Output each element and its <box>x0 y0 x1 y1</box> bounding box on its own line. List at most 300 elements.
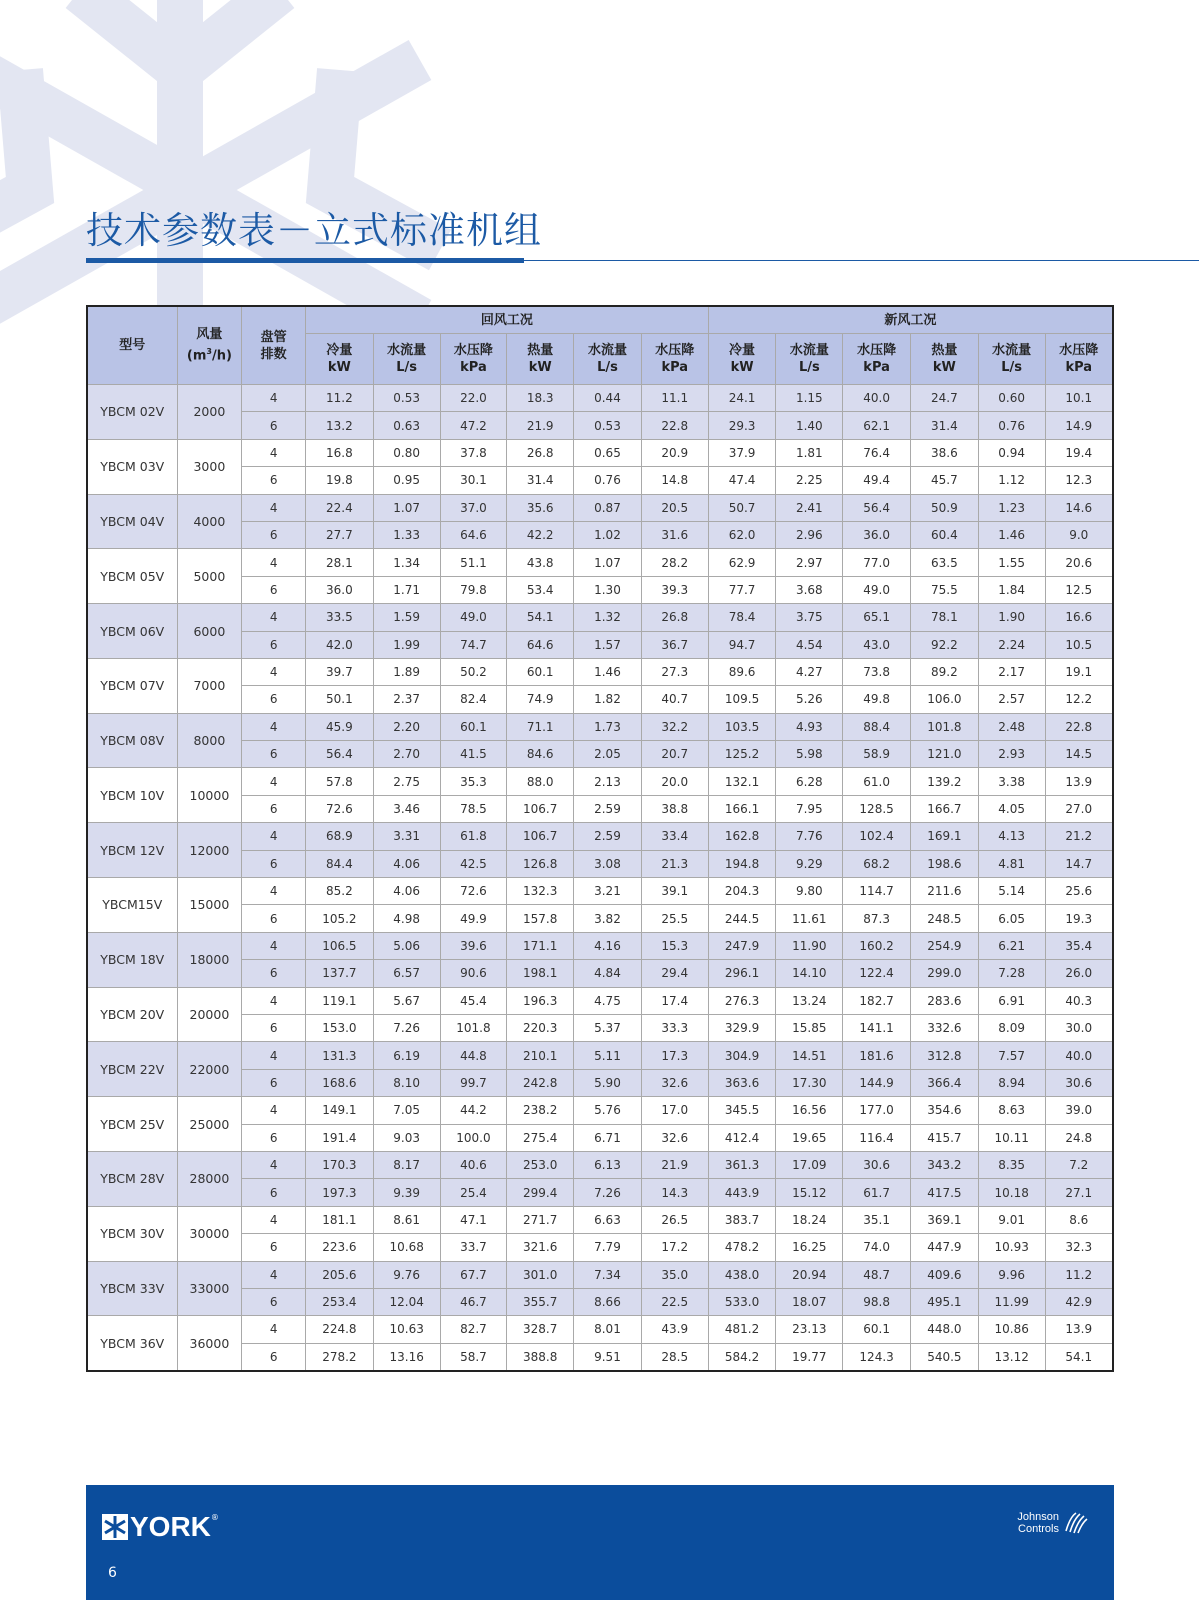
value-cell: 46.7 <box>440 1288 507 1315</box>
value-cell: 157.8 <box>507 905 574 932</box>
value-cell: 4.06 <box>373 850 440 877</box>
value-cell: 17.3 <box>641 1042 708 1069</box>
value-cell: 312.8 <box>911 1042 979 1069</box>
value-cell: 121.0 <box>911 741 979 768</box>
value-cell: 38.6 <box>911 439 979 466</box>
value-cell: 39.1 <box>641 878 708 905</box>
value-cell: 4.98 <box>373 905 440 932</box>
value-cell: 153.0 <box>306 1014 374 1041</box>
value-cell: 68.9 <box>306 823 374 850</box>
coil-rows-cell: 6 <box>242 686 306 713</box>
table-row <box>87 494 1113 521</box>
value-cell: 50.9 <box>911 494 979 521</box>
value-cell: 61.8 <box>440 823 507 850</box>
value-cell: 45.7 <box>911 467 979 494</box>
value-cell: 36.0 <box>306 576 374 603</box>
value-cell: 51.1 <box>440 549 507 576</box>
table-row <box>87 987 1113 1014</box>
table-row <box>87 549 1113 576</box>
value-cell: 30.0 <box>1045 1014 1113 1041</box>
value-cell: 1.90 <box>978 604 1045 631</box>
value-cell: 10.11 <box>978 1124 1045 1151</box>
value-cell: 60.1 <box>843 1316 911 1343</box>
value-cell: 197.3 <box>306 1179 374 1206</box>
value-cell: 40.3 <box>1045 987 1113 1014</box>
value-cell: 8.63 <box>978 1097 1045 1124</box>
value-cell: 33.3 <box>641 1014 708 1041</box>
table-row <box>87 1234 1113 1261</box>
jc-word-line1: Johnson <box>1017 1511 1059 1523</box>
coil-rows-cell: 6 <box>242 1014 306 1041</box>
value-cell: 22.8 <box>1045 713 1113 740</box>
value-cell: 11.1 <box>641 385 708 412</box>
value-cell: 88.4 <box>843 713 911 740</box>
value-cell: 13.9 <box>1045 768 1113 795</box>
value-cell: 5.98 <box>776 741 843 768</box>
value-cell: 13.2 <box>306 412 374 439</box>
value-cell: 495.1 <box>911 1288 979 1315</box>
table-row <box>87 878 1113 905</box>
header-fresh-air-group: 新风工况 <box>708 306 1113 334</box>
coil-rows-cell: 4 <box>242 494 306 521</box>
table-row <box>87 631 1113 658</box>
subheader-6: 冷量 kW <box>708 334 776 385</box>
value-cell: 242.8 <box>507 1069 574 1096</box>
coil-rows-cell: 4 <box>242 1316 306 1343</box>
coil-rows-cell: 6 <box>242 631 306 658</box>
value-cell: 1.32 <box>574 604 642 631</box>
value-cell: 106.7 <box>507 823 574 850</box>
value-cell: 37.9 <box>708 439 776 466</box>
value-cell: 49.0 <box>843 576 911 603</box>
value-cell: 19.1 <box>1045 658 1113 685</box>
value-cell: 4.54 <box>776 631 843 658</box>
model-cell: YBCM 07V <box>87 658 177 713</box>
value-cell: 13.9 <box>1045 1316 1113 1343</box>
value-cell: 223.6 <box>306 1234 374 1261</box>
value-cell: 74.0 <box>843 1234 911 1261</box>
value-cell: 43.0 <box>843 631 911 658</box>
value-cell: 345.5 <box>708 1097 776 1124</box>
value-cell: 16.8 <box>306 439 374 466</box>
value-cell: 253.4 <box>306 1288 374 1315</box>
table-row <box>87 1316 1113 1343</box>
value-cell: 24.7 <box>911 385 979 412</box>
airflow-cell: 4000 <box>177 494 242 549</box>
value-cell: 15.85 <box>776 1014 843 1041</box>
airflow-cell: 5000 <box>177 549 242 604</box>
value-cell: 8.10 <box>373 1069 440 1096</box>
airflow-cell: 33000 <box>177 1261 242 1316</box>
value-cell: 63.5 <box>911 549 979 576</box>
value-cell: 42.2 <box>507 521 574 548</box>
value-cell: 540.5 <box>911 1343 979 1371</box>
johnson-controls-logo <box>1017 1511 1088 1535</box>
value-cell: 50.2 <box>440 658 507 685</box>
value-cell: 0.80 <box>373 439 440 466</box>
value-cell: 204.3 <box>708 878 776 905</box>
value-cell: 67.7 <box>440 1261 507 1288</box>
value-cell: 10.18 <box>978 1179 1045 1206</box>
model-cell: YBCM 10V <box>87 768 177 823</box>
value-cell: 4.16 <box>574 932 642 959</box>
airflow-cell: 20000 <box>177 987 242 1042</box>
value-cell: 2.97 <box>776 549 843 576</box>
value-cell: 6.63 <box>574 1206 642 1233</box>
model-cell: YBCM 33V <box>87 1261 177 1316</box>
value-cell: 17.0 <box>641 1097 708 1124</box>
value-cell: 14.3 <box>641 1179 708 1206</box>
value-cell: 194.8 <box>708 850 776 877</box>
value-cell: 31.6 <box>641 521 708 548</box>
value-cell: 144.9 <box>843 1069 911 1096</box>
value-cell: 78.4 <box>708 604 776 631</box>
coil-rows-cell: 4 <box>242 1097 306 1124</box>
value-cell: 343.2 <box>911 1151 979 1178</box>
value-cell: 6.71 <box>574 1124 642 1151</box>
value-cell: 276.3 <box>708 987 776 1014</box>
value-cell: 58.9 <box>843 741 911 768</box>
value-cell: 26.5 <box>641 1206 708 1233</box>
coil-rows-cell: 6 <box>242 412 306 439</box>
value-cell: 25.4 <box>440 1179 507 1206</box>
value-cell: 20.9 <box>641 439 708 466</box>
value-cell: 42.9 <box>1045 1288 1113 1315</box>
coil-rows-cell: 4 <box>242 1206 306 1233</box>
value-cell: 61.0 <box>843 768 911 795</box>
coil-rows-cell: 6 <box>242 795 306 822</box>
subheader-0: 冷量 kW <box>306 334 374 385</box>
value-cell: 224.8 <box>306 1316 374 1343</box>
value-cell: 78.1 <box>911 604 979 631</box>
table-row <box>87 932 1113 959</box>
table-row <box>87 960 1113 987</box>
footer-bar <box>86 1485 1114 1600</box>
value-cell: 24.8 <box>1045 1124 1113 1151</box>
value-cell: 3.68 <box>776 576 843 603</box>
value-cell: 49.4 <box>843 467 911 494</box>
value-cell: 1.23 <box>978 494 1045 521</box>
table-row <box>87 1179 1113 1206</box>
value-cell: 10.63 <box>373 1316 440 1343</box>
value-cell: 438.0 <box>708 1261 776 1288</box>
value-cell: 0.76 <box>574 467 642 494</box>
value-cell: 283.6 <box>911 987 979 1014</box>
value-cell: 6.28 <box>776 768 843 795</box>
value-cell: 210.1 <box>507 1042 574 1069</box>
value-cell: 0.44 <box>574 385 642 412</box>
value-cell: 181.6 <box>843 1042 911 1069</box>
coil-rows-cell: 4 <box>242 987 306 1014</box>
value-cell: 41.5 <box>440 741 507 768</box>
table-row <box>87 795 1113 822</box>
value-cell: 6.13 <box>574 1151 642 1178</box>
coil-rows-cell: 4 <box>242 1261 306 1288</box>
value-cell: 11.61 <box>776 905 843 932</box>
model-cell: YBCM 04V <box>87 494 177 549</box>
airflow-cell: 15000 <box>177 878 242 933</box>
value-cell: 4.81 <box>978 850 1045 877</box>
value-cell: 85.2 <box>306 878 374 905</box>
value-cell: 54.1 <box>1045 1343 1113 1371</box>
value-cell: 35.6 <box>507 494 574 521</box>
value-cell: 26.8 <box>641 604 708 631</box>
value-cell: 49.0 <box>440 604 507 631</box>
value-cell: 1.07 <box>373 494 440 521</box>
value-cell: 29.4 <box>641 960 708 987</box>
value-cell: 369.1 <box>911 1206 979 1233</box>
value-cell: 366.4 <box>911 1069 979 1096</box>
value-cell: 12.04 <box>373 1288 440 1315</box>
value-cell: 12.2 <box>1045 686 1113 713</box>
value-cell: 4.75 <box>574 987 642 1014</box>
value-cell: 2.25 <box>776 467 843 494</box>
value-cell: 211.6 <box>911 878 979 905</box>
table-row <box>87 1206 1113 1233</box>
value-cell: 5.90 <box>574 1069 642 1096</box>
airflow-cell: 12000 <box>177 823 242 878</box>
airflow-cell: 18000 <box>177 932 242 987</box>
subheader-10: 水流量 L/s <box>978 334 1045 385</box>
table-row <box>87 823 1113 850</box>
value-cell: 24.1 <box>708 385 776 412</box>
value-cell: 160.2 <box>843 932 911 959</box>
model-cell: YBCM 36V <box>87 1316 177 1371</box>
model-cell: YBCM 30V <box>87 1206 177 1261</box>
value-cell: 99.7 <box>440 1069 507 1096</box>
value-cell: 20.0 <box>641 768 708 795</box>
value-cell: 35.4 <box>1045 932 1113 959</box>
value-cell: 1.89 <box>373 658 440 685</box>
value-cell: 27.3 <box>641 658 708 685</box>
york-logo <box>102 1511 219 1543</box>
value-cell: 0.95 <box>373 467 440 494</box>
value-cell: 198.6 <box>911 850 979 877</box>
value-cell: 19.8 <box>306 467 374 494</box>
value-cell: 4.13 <box>978 823 1045 850</box>
table-row <box>87 905 1113 932</box>
value-cell: 355.7 <box>507 1288 574 1315</box>
value-cell: 27.0 <box>1045 795 1113 822</box>
value-cell: 28.2 <box>641 549 708 576</box>
coil-rows-cell: 4 <box>242 1042 306 1069</box>
value-cell: 7.95 <box>776 795 843 822</box>
value-cell: 124.3 <box>843 1343 911 1371</box>
value-cell: 2.41 <box>776 494 843 521</box>
value-cell: 60.1 <box>507 658 574 685</box>
coil-rows-cell: 4 <box>242 932 306 959</box>
value-cell: 3.08 <box>574 850 642 877</box>
coil-rows-cell: 6 <box>242 741 306 768</box>
value-cell: 74.7 <box>440 631 507 658</box>
value-cell: 116.4 <box>843 1124 911 1151</box>
value-cell: 17.2 <box>641 1234 708 1261</box>
subheader-4: 水流量 L/s <box>574 334 642 385</box>
value-cell: 481.2 <box>708 1316 776 1343</box>
value-cell: 220.3 <box>507 1014 574 1041</box>
value-cell: 3.46 <box>373 795 440 822</box>
value-cell: 0.76 <box>978 412 1045 439</box>
value-cell: 35.0 <box>641 1261 708 1288</box>
value-cell: 1.30 <box>574 576 642 603</box>
value-cell: 3.82 <box>574 905 642 932</box>
model-cell: YBCM 28V <box>87 1151 177 1206</box>
value-cell: 9.29 <box>776 850 843 877</box>
value-cell: 20.5 <box>641 494 708 521</box>
value-cell: 332.6 <box>911 1014 979 1041</box>
value-cell: 141.1 <box>843 1014 911 1041</box>
table-row <box>87 1042 1113 1069</box>
value-cell: 39.0 <box>1045 1097 1113 1124</box>
value-cell: 191.4 <box>306 1124 374 1151</box>
value-cell: 131.3 <box>306 1042 374 1069</box>
coil-rows-cell: 4 <box>242 768 306 795</box>
table-row <box>87 385 1113 412</box>
value-cell: 584.2 <box>708 1343 776 1371</box>
value-cell: 8.94 <box>978 1069 1045 1096</box>
value-cell: 94.7 <box>708 631 776 658</box>
value-cell: 447.9 <box>911 1234 979 1261</box>
table-row <box>87 768 1113 795</box>
value-cell: 29.3 <box>708 412 776 439</box>
table-row <box>87 741 1113 768</box>
subheader-5: 水压降 kPa <box>641 334 708 385</box>
value-cell: 7.57 <box>978 1042 1045 1069</box>
coil-rows-cell: 4 <box>242 658 306 685</box>
page-number: 6 <box>108 1565 117 1581</box>
value-cell: 448.0 <box>911 1316 979 1343</box>
value-cell: 4.84 <box>574 960 642 987</box>
coil-rows-cell: 4 <box>242 385 306 412</box>
table-row <box>87 1288 1113 1315</box>
value-cell: 100.0 <box>440 1124 507 1151</box>
value-cell: 84.6 <box>507 741 574 768</box>
value-cell: 26.8 <box>507 439 574 466</box>
value-cell: 20.6 <box>1045 549 1113 576</box>
value-cell: 40.6 <box>440 1151 507 1178</box>
value-cell: 296.1 <box>708 960 776 987</box>
table-row <box>87 1261 1113 1288</box>
airflow-cell: 7000 <box>177 658 242 713</box>
value-cell: 78.5 <box>440 795 507 822</box>
airflow-cell: 36000 <box>177 1316 242 1371</box>
value-cell: 12.3 <box>1045 467 1113 494</box>
value-cell: 328.7 <box>507 1316 574 1343</box>
value-cell: 1.12 <box>978 467 1045 494</box>
table-row <box>87 1124 1113 1151</box>
value-cell: 14.10 <box>776 960 843 987</box>
subheader-3: 热量 kW <box>507 334 574 385</box>
table-row <box>87 576 1113 603</box>
value-cell: 37.0 <box>440 494 507 521</box>
value-cell: 43.8 <box>507 549 574 576</box>
value-cell: 2.70 <box>373 741 440 768</box>
value-cell: 177.0 <box>843 1097 911 1124</box>
value-cell: 9.03 <box>373 1124 440 1151</box>
york-registered-mark: ® <box>210 1513 219 1522</box>
airflow-cell: 2000 <box>177 385 242 440</box>
value-cell: 162.8 <box>708 823 776 850</box>
value-cell: 126.8 <box>507 850 574 877</box>
model-cell: YBCM 06V <box>87 604 177 659</box>
value-cell: 53.4 <box>507 576 574 603</box>
value-cell: 44.8 <box>440 1042 507 1069</box>
johnson-controls-mark-icon <box>1062 1511 1088 1535</box>
value-cell: 383.7 <box>708 1206 776 1233</box>
value-cell: 92.2 <box>911 631 979 658</box>
table-row <box>87 1151 1113 1178</box>
value-cell: 1.59 <box>373 604 440 631</box>
value-cell: 61.7 <box>843 1179 911 1206</box>
value-cell: 388.8 <box>507 1343 574 1371</box>
coil-rows-cell: 6 <box>242 1124 306 1151</box>
value-cell: 2.48 <box>978 713 1045 740</box>
table-row <box>87 1097 1113 1124</box>
value-cell: 13.16 <box>373 1343 440 1371</box>
value-cell: 43.9 <box>641 1316 708 1343</box>
subheader-11: 水压降 kPa <box>1045 334 1113 385</box>
coil-rows-cell: 4 <box>242 439 306 466</box>
value-cell: 132.3 <box>507 878 574 905</box>
value-cell: 101.8 <box>911 713 979 740</box>
value-cell: 7.34 <box>574 1261 642 1288</box>
york-snowflake-icon <box>102 1514 128 1540</box>
value-cell: 363.6 <box>708 1069 776 1096</box>
value-cell: 47.4 <box>708 467 776 494</box>
coil-rows-cell: 6 <box>242 850 306 877</box>
value-cell: 109.5 <box>708 686 776 713</box>
value-cell: 125.2 <box>708 741 776 768</box>
value-cell: 18.3 <box>507 385 574 412</box>
value-cell: 106.5 <box>306 932 374 959</box>
value-cell: 168.6 <box>306 1069 374 1096</box>
value-cell: 10.5 <box>1045 631 1113 658</box>
value-cell: 166.7 <box>911 795 979 822</box>
value-cell: 11.90 <box>776 932 843 959</box>
value-cell: 16.6 <box>1045 604 1113 631</box>
title-underline-thick <box>86 258 524 263</box>
value-cell: 31.4 <box>507 467 574 494</box>
value-cell: 37.8 <box>440 439 507 466</box>
value-cell: 17.30 <box>776 1069 843 1096</box>
coil-rows-cell: 6 <box>242 467 306 494</box>
value-cell: 68.2 <box>843 850 911 877</box>
value-cell: 33.7 <box>440 1234 507 1261</box>
value-cell: 20.7 <box>641 741 708 768</box>
value-cell: 299.0 <box>911 960 979 987</box>
spec-table-container <box>86 305 1114 1372</box>
value-cell: 10.86 <box>978 1316 1045 1343</box>
value-cell: 2.96 <box>776 521 843 548</box>
value-cell: 56.4 <box>306 741 374 768</box>
coil-rows-cell: 4 <box>242 549 306 576</box>
value-cell: 5.26 <box>776 686 843 713</box>
value-cell: 106.7 <box>507 795 574 822</box>
value-cell: 32.6 <box>641 1124 708 1151</box>
value-cell: 7.79 <box>574 1234 642 1261</box>
value-cell: 12.5 <box>1045 576 1113 603</box>
coil-rows-cell: 4 <box>242 1151 306 1178</box>
value-cell: 27.7 <box>306 521 374 548</box>
value-cell: 20.94 <box>776 1261 843 1288</box>
value-cell: 4.05 <box>978 795 1045 822</box>
title-underline-thin <box>524 260 1199 261</box>
value-cell: 40.7 <box>641 686 708 713</box>
value-cell: 18.07 <box>776 1288 843 1315</box>
value-cell: 2.17 <box>978 658 1045 685</box>
table-row <box>87 604 1113 631</box>
value-cell: 35.1 <box>843 1206 911 1233</box>
